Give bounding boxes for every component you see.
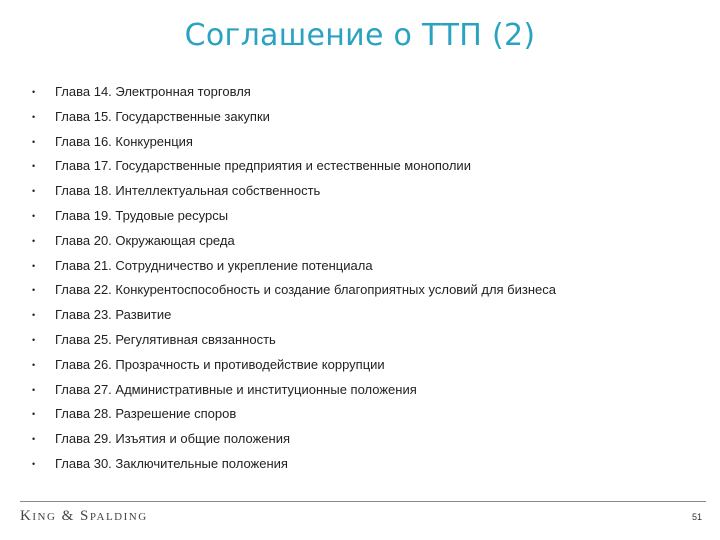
bullet-icon: •	[32, 285, 36, 296]
list-item-text: Глава 29. Изъятия и общие положения	[55, 431, 291, 447]
bullet-icon: •	[32, 334, 36, 345]
list-item-text: Глава 19. Трудовые ресурсы	[55, 207, 229, 223]
list-item	[28, 130, 556, 155]
list-item	[28, 427, 556, 452]
bullet-icon: •	[32, 434, 36, 445]
bullet-icon: •	[32, 161, 36, 172]
bullet-icon: •	[32, 409, 36, 420]
list-item-text: Глава 20. Окружающая среда	[55, 232, 235, 248]
bullet-icon: •	[32, 384, 36, 395]
list-item	[28, 254, 556, 279]
list-item	[28, 402, 556, 427]
list-item	[28, 303, 556, 328]
list-item-text: Глава 23. Развитие	[55, 307, 172, 323]
footer-divider	[20, 501, 706, 502]
list-item-text: Глава 25. Регулятивная связанность	[55, 331, 276, 347]
chapter-list	[28, 80, 556, 477]
bullet-icon: •	[32, 310, 36, 321]
bullet-icon: •	[32, 359, 36, 370]
bullet-icon: •	[32, 235, 36, 246]
page-number: 51	[691, 512, 702, 522]
bullet-icon: •	[32, 87, 36, 97]
list-item	[28, 179, 556, 204]
bullet-icon: •	[32, 186, 36, 197]
list-item-text: Глава 27. Административные и институционные положения	[55, 381, 417, 397]
bullet-icon: •	[32, 260, 36, 271]
company-logo: King & Spalding	[20, 508, 148, 524]
list-item-text: Глава 28. Разрешение споров	[55, 406, 237, 422]
list-item-text: Глава 17. Государственные предприятия и естественные монополии	[55, 158, 471, 174]
list-item	[28, 452, 556, 477]
list-item	[28, 80, 556, 105]
list-item	[28, 328, 556, 353]
list-item	[28, 154, 556, 179]
list-item-text: Глава 22. Конкурентоспособность и создание благоприятных условий для бизнеса	[55, 282, 556, 298]
list-item-text: Глава 21. Сотрудничество и укрепление потенциала	[55, 257, 373, 273]
list-item	[28, 229, 556, 254]
list-item-text: Глава 30. Заключительные положения	[55, 455, 288, 471]
list-item	[28, 378, 556, 403]
bullet-icon: •	[32, 136, 36, 147]
list-item	[28, 204, 556, 229]
list-item-text: Глава 15. Государственные закупки	[55, 108, 270, 124]
slide-title: Соглашение о ТТП (2)	[184, 18, 536, 53]
bullet-icon: •	[32, 111, 36, 122]
list-item	[28, 105, 556, 130]
list-item	[28, 353, 556, 378]
list-item	[28, 278, 556, 303]
list-item-text: Глава 18. Интеллектуальная собственность	[55, 183, 321, 199]
list-item-text: Глава 26. Прозрачность и противодействие коррупции	[55, 356, 385, 372]
list-item-text: Глава 16. Конкуренция	[55, 133, 193, 149]
list-item-text: Глава 14. Электронная торговля	[55, 84, 251, 99]
bullet-icon: •	[32, 458, 36, 469]
bullet-icon: •	[32, 210, 36, 221]
